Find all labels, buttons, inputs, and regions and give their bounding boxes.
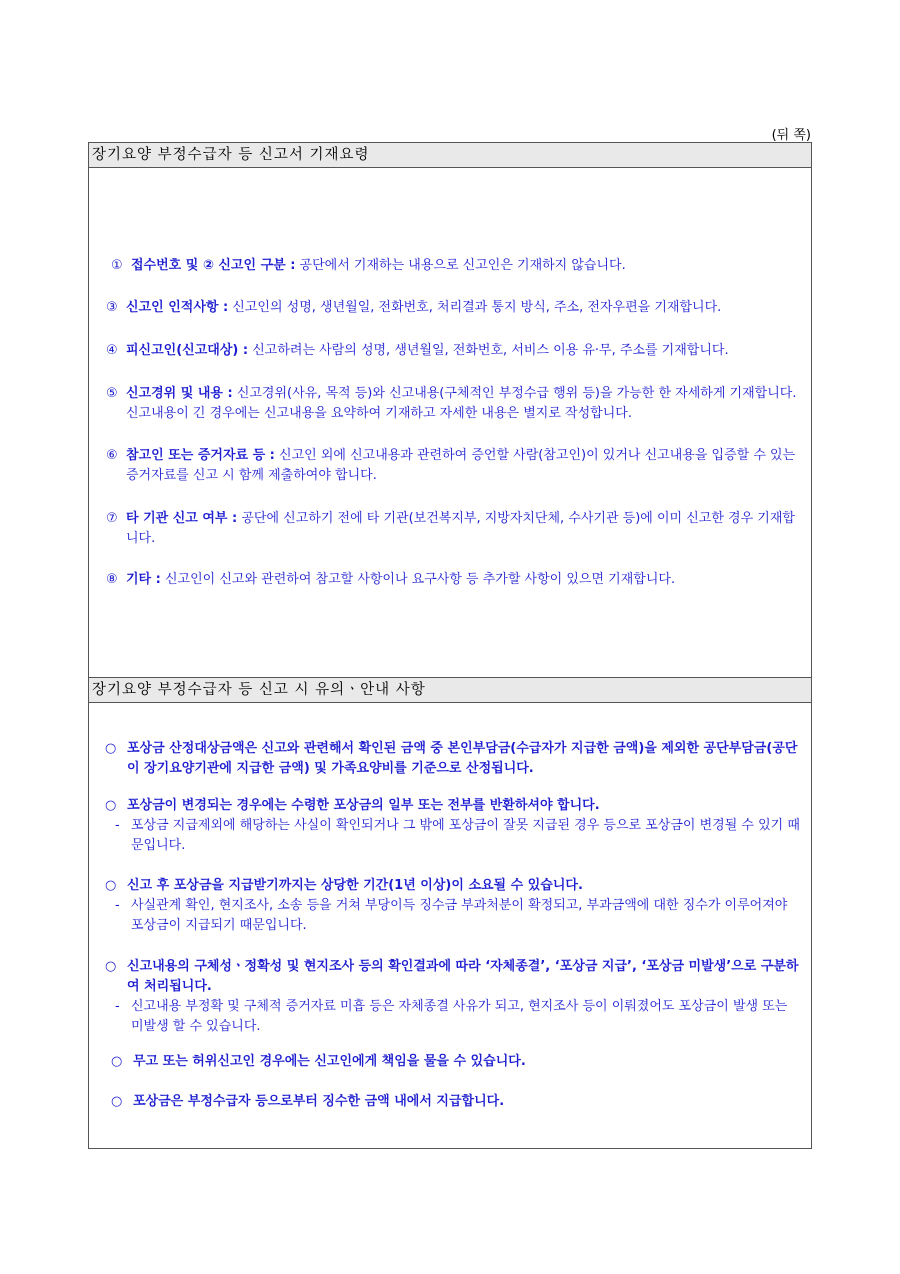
notice-main-text: 포상금이 변경되는 경우에는 수령한 포상금의 일부 또는 전부를 반환하셔야 합니다. <box>127 798 600 813</box>
item-heading: 타 기관 신고 여부 : <box>126 511 238 526</box>
notice-title: 장기요양 부정수급자 등 신고 시 유의ㆍ안내 사항 <box>89 678 811 703</box>
circle-bullet-icon: ○ <box>105 798 117 813</box>
item-number: ⑦ <box>106 511 118 526</box>
notice-sub-body: 신고내용 부정확 및 구체적 증거자료 미흡 등은 자체종결 사유가 되고, 현지조사 등이 이뤄졌어도 포상금이 발생 또는 미발생 할 수 있습니다. <box>131 999 788 1034</box>
notice-item-5 <box>111 1052 801 1072</box>
circle-bullet-icon: ○ <box>111 1094 123 1109</box>
writing-guide-title: 장기요양 부정수급자 등 신고서 기재요령 <box>89 143 811 168</box>
notice-main-text: 신고 후 포상금을 지급받기까지는 상당한 기간(1년 이상)이 소요될 수 있습니다. <box>127 878 583 893</box>
item-body: 공단에 신고하기 전에 타 기관(보건복지부, 지방자치단체, 수사기관 등)에 이미 신고한 경우 기재합니다. <box>126 511 795 546</box>
item-number: ③ <box>106 300 118 315</box>
notice-sub-text <box>105 997 801 1037</box>
notice-sub-body: 사실관계 확인, 현지조사, 소송 등을 거쳐 부당이득 징수금 부과처분이 확정되고, 부과금액에 대한 징수가 이루어져야 포상금이 지급되기 때문입니다. <box>131 898 788 933</box>
item-body: 신고경위(사유, 목적 등)와 신고내용(구체적인 부정수급 행위 등)을 가능한 한 자세하게 기재합니다. 신고내용이 긴 경우에는 신고내용을 요약하여 기재하고 자세한 내용은 별지로 작성합니다. <box>126 386 797 421</box>
item-number: ④ <box>106 343 118 358</box>
item-heading: 신고인 인적사항 : <box>126 300 229 315</box>
notice-item-3 <box>105 876 801 936</box>
notice-box <box>88 677 812 1149</box>
guide-item-6 <box>106 446 801 486</box>
writing-guide-box <box>88 142 812 678</box>
circle-bullet-icon: ○ <box>105 959 117 974</box>
item-number: ⑥ <box>106 448 118 463</box>
notice-sub-body: 포상금 지급제외에 해당하는 사실이 확인되거나 그 밖에 포상금이 잘못 지급된 경우 등으로 포상금이 변경될 수 있기 때문입니다. <box>131 818 800 853</box>
notice-main-text: 무고 또는 허위신고인 경우에는 신고인에게 책임을 물을 수 있습니다. <box>133 1054 526 1069</box>
guide-item-4 <box>106 341 801 361</box>
notice-item-2 <box>105 796 801 856</box>
item-body: 신고인이 신고와 관련하여 참고할 사항이나 요구사항 등 추가할 사항이 있으면 기재합니다. <box>160 572 676 587</box>
guide-item-8 <box>106 570 801 590</box>
circle-bullet-icon: ○ <box>105 878 117 893</box>
page-side-label: (뒤 쪽) <box>771 128 811 143</box>
item-heading: 접수번호 및 ② 신고인 구분 : <box>131 258 296 273</box>
guide-item-7 <box>106 509 801 549</box>
notice-main-text: 포상금은 부정수급자 등으로부터 징수한 금액 내에서 지급합니다. <box>133 1094 505 1109</box>
item-body: 공단에서 기재하는 내용으로 신고인은 기재하지 않습니다. <box>295 258 626 273</box>
dash-marker: - <box>115 818 120 833</box>
item-body: 신고하려는 사람의 성명, 생년월일, 전화번호, 서비스 이용 유·무, 주소를 기재합니다. <box>248 343 729 358</box>
item-heading: 참고인 또는 증거자료 등 : <box>126 448 275 463</box>
dash-marker: - <box>115 999 120 1014</box>
notice-main-text: 신고내용의 구체성ㆍ정확성 및 현지조사 등의 확인결과에 따라 ‘자체종결’, ‘포상금 지급’, ‘포상금 미발생’으로 구분하여 처리됩니다. <box>127 959 799 994</box>
notice-sub-text <box>105 896 801 936</box>
notice-item-4 <box>105 957 801 1037</box>
item-heading: 신고경위 및 내용 : <box>126 386 233 401</box>
circle-bullet-icon: ○ <box>105 741 117 756</box>
item-body: 신고인 외에 신고내용과 관련하여 증언할 사람(참고인)이 있거나 신고내용을 입증할 수 있는 증거자료를 신고 시 함께 제출하여야 합니다. <box>126 448 796 483</box>
guide-item-3 <box>106 298 801 318</box>
item-number: ⑤ <box>106 386 118 401</box>
item-number: ① <box>111 258 123 273</box>
notice-item-6 <box>111 1092 801 1112</box>
guide-item-1 <box>111 256 801 276</box>
item-heading: 기타 : <box>126 572 161 587</box>
notice-item-1 <box>105 739 801 779</box>
notice-main-text: 포상금 산정대상금액은 신고와 관련해서 확인된 금액 중 본인부담금(수급자가 지급한 금액)을 제외한 공단부담금(공단이 장기요양기관에 지급한 금액) 및 가족요양비를 기준으로 산정됩니다. <box>127 741 798 776</box>
item-number: ⑧ <box>106 572 118 587</box>
item-heading: 피신고인(신고대상) : <box>126 343 249 358</box>
guide-item-5 <box>106 384 801 424</box>
notice-sub-text <box>105 816 801 856</box>
circle-bullet-icon: ○ <box>111 1054 123 1069</box>
dash-marker: - <box>115 898 120 913</box>
item-body: 신고인의 성명, 생년월일, 전화번호, 처리결과 통지 방식, 주소, 전자우편을 기재합니다. <box>228 300 722 315</box>
